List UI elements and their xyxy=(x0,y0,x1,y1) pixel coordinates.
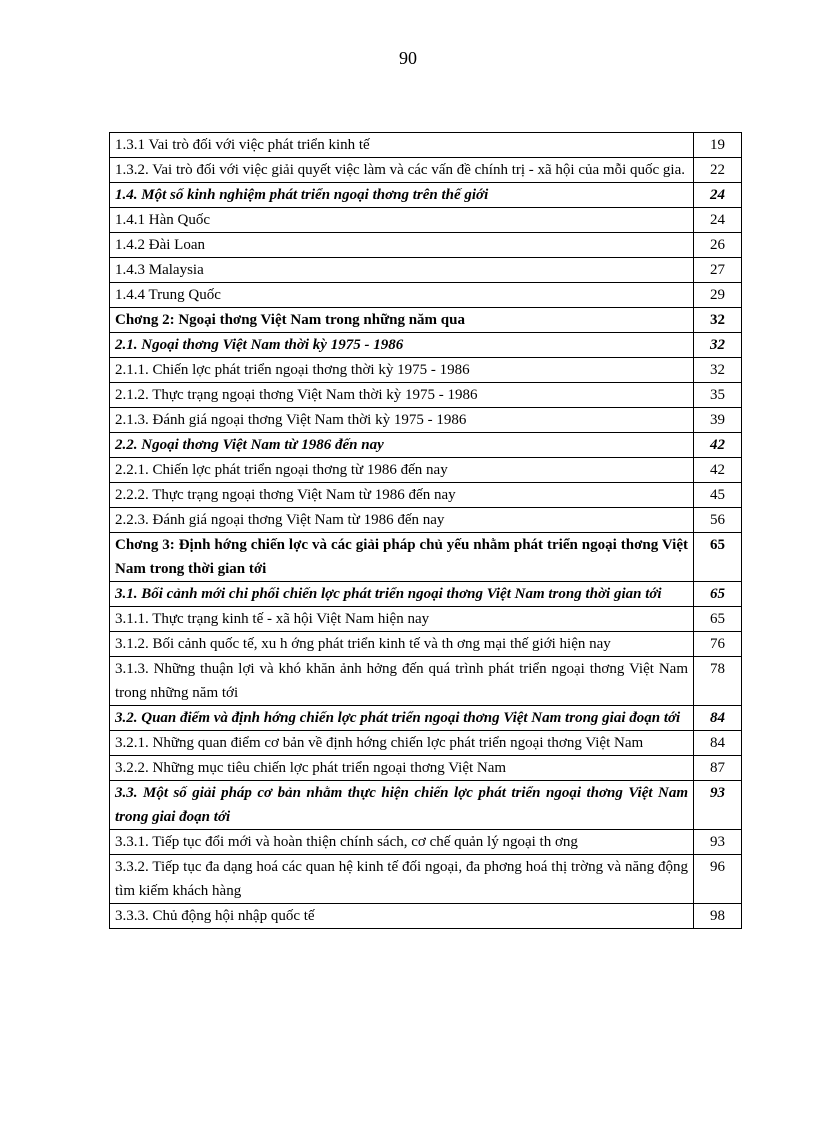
toc-entry-page: 42 xyxy=(694,433,742,458)
toc-entry-title: 1.3.1 Vai trò đối với việc phát triển kinh tế xyxy=(110,133,694,158)
toc-entry-page: 98 xyxy=(694,904,742,929)
toc-entry-title: 3.1.3. Những thuận lợi và khó khăn ảnh hởng đến quá trình phát triển ngoại thơng Việt Nam trong những năm tới xyxy=(110,657,694,706)
toc-entry-page: 56 xyxy=(694,508,742,533)
toc-entry-page: 65 xyxy=(694,582,742,607)
toc-row xyxy=(110,358,742,383)
toc-row xyxy=(110,781,742,830)
toc-row xyxy=(110,731,742,756)
toc-entry-title: 3.3.1. Tiếp tục đổi mới và hoàn thiện chính sách, cơ chế quản lý ngoại th ơng xyxy=(110,830,694,855)
toc-entry-page: 84 xyxy=(694,731,742,756)
toc-entry-page: 24 xyxy=(694,183,742,208)
toc-entry-title: 2.2.2. Thực trạng ngoại thơng Việt Nam từ 1986 đến nay xyxy=(110,483,694,508)
toc-entry-title: 2.1.1. Chiến lợc phát triển ngoại thơng thời kỳ 1975 - 1986 xyxy=(110,358,694,383)
toc-entry-title: 2.1.2. Thực trạng ngoại thơng Việt Nam thời kỳ 1975 - 1986 xyxy=(110,383,694,408)
toc-entry-page: 42 xyxy=(694,458,742,483)
toc-entry-title: 2.2.3. Đánh giá ngoại thơng Việt Nam từ 1986 đến nay xyxy=(110,508,694,533)
toc-entry-page: 78 xyxy=(694,657,742,706)
toc-entry-page: 39 xyxy=(694,408,742,433)
toc-entry-title: 3.2.1. Những quan điểm cơ bản về định hớng chiến lợc phát triển ngoại thơng Việt Nam xyxy=(110,731,694,756)
toc-body xyxy=(110,133,742,929)
toc-row xyxy=(110,706,742,731)
toc-row xyxy=(110,158,742,183)
toc-entry-page: 27 xyxy=(694,258,742,283)
toc-entry-page: 87 xyxy=(694,756,742,781)
toc-entry-title: 1.4.4 Trung Quốc xyxy=(110,283,694,308)
toc-entry-page: 84 xyxy=(694,706,742,731)
toc-entry-title: 2.1. Ngoại thơng Việt Nam thời kỳ 1975 - 1986 xyxy=(110,333,694,358)
toc-entry-title: Chơng 3: Định hớng chiến lợc và các giải pháp chủ yếu nhằm phát triển ngoại thơng Việt Nam trong thời gian tới xyxy=(110,533,694,582)
toc-entry-title: 3.1.1. Thực trạng kinh tế - xã hội Việt Nam hiện nay xyxy=(110,607,694,632)
toc-row xyxy=(110,283,742,308)
toc-entry-title: 1.4. Một số kinh nghiệm phát triển ngoại thơng trên thế giới xyxy=(110,183,694,208)
toc-entry-page: 93 xyxy=(694,781,742,830)
toc-row xyxy=(110,508,742,533)
toc-entry-page: 76 xyxy=(694,632,742,657)
toc-entry-page: 22 xyxy=(694,158,742,183)
toc-entry-page: 93 xyxy=(694,830,742,855)
toc-entry-title: 3.2.2. Những mục tiêu chiến lợc phát triển ngoại thơng Việt Nam xyxy=(110,756,694,781)
toc-entry-page: 35 xyxy=(694,383,742,408)
toc-row xyxy=(110,533,742,582)
toc-row xyxy=(110,183,742,208)
table-of-contents xyxy=(109,132,742,929)
toc-row xyxy=(110,483,742,508)
toc-row xyxy=(110,333,742,358)
toc-entry-title: 1.3.2. Vai trò đối với việc giải quyết việc làm và các vấn đề chính trị - xã hội của mỗi quốc gia. xyxy=(110,158,694,183)
toc-entry-page: 96 xyxy=(694,855,742,904)
toc-row xyxy=(110,582,742,607)
toc-entry-title: 2.2.1. Chiến lợc phát triển ngoại thơng từ 1986 đến nay xyxy=(110,458,694,483)
toc-row xyxy=(110,208,742,233)
toc-row xyxy=(110,233,742,258)
toc-entry-page: 26 xyxy=(694,233,742,258)
toc-row xyxy=(110,632,742,657)
toc-entry-title: 2.1.3. Đánh giá ngoại thơng Việt Nam thời kỳ 1975 - 1986 xyxy=(110,408,694,433)
toc-row xyxy=(110,258,742,283)
toc-entry-title: 3.1. Bối cảnh mới chi phối chiến lợc phát triển ngoại thơng Việt Nam trong thời gian tới xyxy=(110,582,694,607)
toc-entry-title: 1.4.3 Malaysia xyxy=(110,258,694,283)
toc-entry-page: 65 xyxy=(694,607,742,632)
toc-entry-title: 3.3.3. Chủ động hội nhập quốc tế xyxy=(110,904,694,929)
toc-row xyxy=(110,133,742,158)
toc-row xyxy=(110,607,742,632)
toc-entry-page: 65 xyxy=(694,533,742,582)
toc-entry-title: 1.4.2 Đài Loan xyxy=(110,233,694,258)
toc-row xyxy=(110,657,742,706)
page-number: 90 xyxy=(399,48,417,68)
toc-row xyxy=(110,433,742,458)
toc-entry-title: 3.3. Một số giải pháp cơ bản nhằm thực hiện chiến lợc phát triển ngoại thơng Việt Nam trong giai đoạn tới xyxy=(110,781,694,830)
toc-entry-title: 1.4.1 Hàn Quốc xyxy=(110,208,694,233)
toc-entry-title: 3.2. Quan điểm và định hớng chiến lợc phát triển ngoại thơng Việt Nam trong giai đoạn tới xyxy=(110,706,694,731)
toc-row xyxy=(110,308,742,333)
toc-entry-page: 32 xyxy=(694,308,742,333)
toc-row xyxy=(110,756,742,781)
toc-row xyxy=(110,904,742,929)
toc-entry-page: 29 xyxy=(694,283,742,308)
toc-entry-title: 3.3.2. Tiếp tục đa dạng hoá các quan hệ kinh tế đối ngoại, đa phơng hoá thị trờng và năng động tìm kiếm khách hàng xyxy=(110,855,694,904)
toc-entry-title: 3.1.2. Bối cảnh quốc tế, xu h ớng phát triển kinh tế và th ơng mại thế giới hiện nay xyxy=(110,632,694,657)
toc-entry-page: 24 xyxy=(694,208,742,233)
toc-row xyxy=(110,458,742,483)
toc-row xyxy=(110,383,742,408)
toc-row xyxy=(110,855,742,904)
toc-entry-page: 32 xyxy=(694,358,742,383)
toc-entry-title: 2.2. Ngoại thơng Việt Nam từ 1986 đến nay xyxy=(110,433,694,458)
toc-entry-page: 45 xyxy=(694,483,742,508)
toc-row xyxy=(110,408,742,433)
toc-entry-page: 32 xyxy=(694,333,742,358)
toc-entry-page: 19 xyxy=(694,133,742,158)
toc-row xyxy=(110,830,742,855)
toc-entry-title: Chơng 2: Ngoại thơng Việt Nam trong những năm qua xyxy=(110,308,694,333)
